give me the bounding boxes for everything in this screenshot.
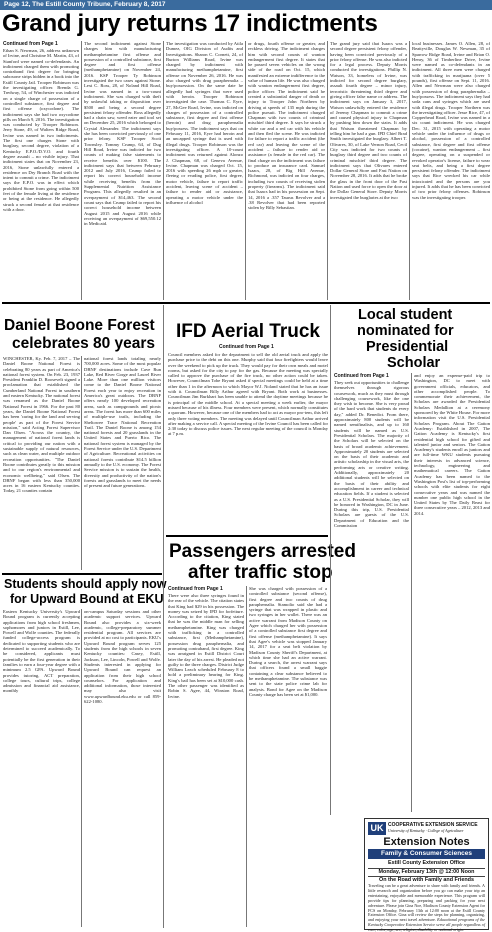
boone-col1: WINCHESTER, Ky. Feb. 7, 2017 – The Daniel Boone National Forest is celebrating 80 years as part of America's national forest system. On Feb. 23, 1937 President Franklin D. Roosevelt signed a proclamation that established the Cumberland National Forest in southern and eastern Kentucky. The national forest was renamed as the Daniel Boone National Forest in 1966. For the past 80 years, the Daniel Boone National Forest has been 'caring for the land and serving people' as part of the Forest Service mission," said Acting Forest Supervisor Dan Olsen. "Across the country, the management of national forest lands is critical to providing our nation with a sustainable supply of natural resources, such as clean water, and multiple outdoor recreation opportunities. "The Daniel Boone contributes greatly to this mission and to our region's environmental and economic wellbeing," said Olsen. The DBNF began with less than 350,000 acres in 16 eastern Kentucky counties. Today, 21 counties contain: [3, 356, 80, 494]
column-divider: [163, 305, 164, 928]
upward-col1: Eastern Kentucky University's Upward Bound program is currently accepting applications from high school freshmen, sophomores and juniors in Estill, Lee, Powell and Wolfe counties. The federally funded college-access program is dedicated to supporting students who are determined to succeed academically. To be considered, applicants must potentially be the first generation in their families to earn a four-year degree with a minimum 2.5 GPA. Upward Bound provides tutoring, ACT preparation, college tours, cultural trips, college admission and financial aid assistance, monthly: [3, 609, 80, 694]
extension-program: On the Road with Family and Friends: [379, 877, 474, 883]
scholar-headline-line3: Presidential: [366, 339, 449, 355]
extension-date: Monday, February 13th @ 12:00 Noon: [368, 868, 485, 877]
section-rule: [2, 573, 162, 575]
section-rule: [166, 535, 328, 537]
column-divider: [245, 41, 246, 300]
uk-logo: UK: [368, 822, 386, 835]
page-header: Page 12, The Estill County Tribune, February 8, 2017: [0, 0, 492, 10]
scholar-headline-line4: Scholar: [387, 355, 441, 371]
passengers-col2: She was charged with possession of a controlled substance (second offense), first degree and two counts of drug paraphernalia. Stamolio said she had a syringe that was wrapped in plastic and two syringes in her wallet. There was an active warrant from Madison County on Agee which charged her with possession of a controlled substance first degree and first offense (methamphetamine). It says that Agee's vehicle was stopped January 14, 2017 for a seat belt violation by Madison County Sheriff's Department, at which time she had an active warrant. During a search, the arrest warrant says that officers found a small baggie containing a clear substance believed to be methamphetamine. The substance was sent to the state police crime lab for analysis. Bond for Agee on the Madison County charge has been set at $1,000.: [249, 586, 327, 697]
extension-college: University of Kentucky · College of Agriculture: [388, 828, 464, 833]
scholar-continued: Continued from Page 1: [334, 373, 389, 379]
column-divider: [163, 41, 164, 300]
extension-body-text: Traveling can be a great adventure to share with family and friends. A little research and organization before you go can make your trip an entertaining, enjoyable and memorable experience. This program will provide tips for planning, preparing and packing for your next adventure. Please join Gina Noe, Madison County Extension Agent for FCS on Monday, February 13th at 12:00 noon at the Estill County Extension Office. Gina will review the steps for planning, organizing, and enjoying your next travel adventure.: [368, 883, 485, 923]
boone-headline-line2: celebrates 80 years: [12, 335, 156, 352]
indictments-col6: local businesses. James O. Allen, 28, of Beattyville, Douglas W. Newman, 35 of Sparrow Ridge Road, Irvine and Brian O. Henry, 36 of Timberline Drive, Irvine were named as co-defendants in an indictment. All three men were charged with trafficking in marijuana (over 5 pounds), first offense on Sept. 11, 2016. Allen and Newman were also charged with possession of drug paraphernalia – buy/possess. The indictment says they had soda cans and syringes which are used with illegal drugs. Trooper Northern was the investigating officer. Jesse Rice, 47, of Copperhead Road, Irvine was named in a six count indictment. He was charged Dec. 31, 2015 with operating a motor vehicle under the influence of drugs or alcohol, possession of a controlled substance, first degree and first offense (cocaine), wanton endangerment – first degree, operating on a suspended or revoked operator's license, failure to wear seat belts, and being a first degree persistent felony offender. The indictment says that Rice wrecked his car while intoxicated and the persons are you injured. It adds that he has been convicted of two prior felony offenses. Robinson was the investigating trooper.: [412, 41, 490, 200]
column-divider: [246, 586, 247, 927]
ifd-headline: IFD Aerial Truck: [176, 321, 320, 342]
indictments-col3: The investigation was conducted by Atila Dumez, OIG Division of Audits and Investigations. Sharon C. Cornett, 24, of Burton Williams Road, Irvine was charged by indictment with manufacturing methamphetamine, first offense on November 26, 2016. He was also charged with drug paraphernalia – buy/possession. On the same date he allegedly had syringes that were used with heroin. Trooper Robinson investigated the case. Thomas C. Eyre, 27, McGee Road, Irvine, was indicted on charges of possession of a controlled substance, first degree and first offense (heroin) and drug paraphernalia buy/possess. The indictment says that on February 11, 2016, Eyre had heroin and an uncapped syringe that is used with illegal drugs. Trooper Robinson was the investigating officer. A 10-count indictment was returned against Alonzo J. Chapman, 68, of Geneva Avenue, Irvine. Chapman was charged Oct. 15, 2016 with speeding 26 mph or greater, fleeing or evading police, first degree, motor vehicle, failure to report traffic accident, leaving scene of accident – failure to render aid or assistance, operating a motor vehicle under the influence of alcohol: [166, 41, 243, 205]
upward-headline-line1: Students should apply now: [4, 577, 167, 591]
extension-notes-ad: [364, 818, 489, 930]
indictments-col4: or drugs, fourth offense or greater, and reckless driving. The indictment charges him with second counts of wanton endangerment first degree. It states that he passed seven vehicles on the wrong side of the road on Oct. 15, which manifested an extreme indifference to the value of human life. He was also charged with wanton endangerment first degree, police officer. The indictment said he created a substantial danger of death or injury to Trooper John Northern by driving at speeds of 135 mph during the police pursuit. The indictment charged Chapman with two counts of criminal mischief third degree. It says he struck a white car and a red car with his vehicle and then fled the scene. He was indicted for failure to report a traffic accident (the red car) and leaving the scene of the accident – failure to render aid or assistance (a female in the red car). The final charge on the indictment was failure to produce an insurance card. Samuel Isaacs, 28, of Big Hill Avenue, Richmond, was indicted on four charges, including two counts of receiving stolen property (firearms). The indictment said that Isaacs had in his possession on Sept. 14, 2016 a .357 Taurus Revolver and a .38 Revolver that had been reported stolen by Billy Sebastian.: [248, 41, 325, 211]
column-divider: [81, 356, 82, 570]
ifd-body: Council members asked for the department to sell the old aerial truck and apply the purchase price to the debt on this one. Murphy said that four firefighters would leave over the weekend to pick up the truck. They would pay for their own meals and motel rooms, but asked for the city to pay for the gas. Because the meeting was specially called to approve the purchase of the fire truck, no other action could be taken. However, Councilman Tobe Bryant asked if special meetings could be held at a time other than 1 in the afternoon to which Mayor W.J. Noland stated that he has an issue with it. Councilman Billy Arthur agreed with Bryant. Both work at businesses. Councilman Jim Burkhart has been unable to attend the daytime meetings because he is principal of the middle school. At a special meeting a week earlier, the mayor missed because of his illness. Four members were present, which normally constitutes a quorum. However, because one of the members had to act as mayor pro-tem, this left only three voting members. The meeting was delayed until Councilman Arthur arrived after making a service call. A special meeting of the Irvine Council has been called for 2:30 today to discuss police issues. The next regular meeting of the council is Monday at 7 p.m.: [168, 352, 328, 437]
scholar-col2: and enjoy an expense-paid trip to Washington, DC to meet with government officials, educators, and other accomplished people. To commemorate their achievement, the Scholars are awarded the Presidential Scholars Medallion at a ceremony sponsored by the White House. For more information visit the U.S. Presidential Scholars Program. About The Gatton Academy: Established in 2007, The Gatton Academy is Kentucky's first residential high school for gifted and talented junior and seniors. The Gatton Academy's students enroll as juniors and are full-time WKU students pursuing their interests in advanced science, technology, engineering and mathematical careers. The Gatton Academy has been named to the Washington Post's list of top-performing schools with elite students for eight consecutive years and was named the number one public high school in the United States by The Daily Beast for three consecutive years – 2012, 2013 and 2014.: [414, 373, 490, 516]
extension-body: [368, 884, 485, 932]
extension-band: Family & Consumer Sciences: [368, 849, 485, 859]
boone-headline-line1: Daniel Boone Forest: [4, 317, 155, 334]
extension-title: Extension Notes: [383, 836, 470, 848]
column-divider: [327, 41, 328, 300]
scholar-headline-line2: nominated for: [357, 323, 454, 339]
scholar-headline-line1: Local student: [358, 307, 453, 323]
column-divider: [330, 305, 331, 815]
boone-col2: national forest lands totaling nearly 700,000 acres. Some of the most popular DBNF destinations include Cave Run Lake, Red River Gorge and Laurel River Lake. More than one million visitors come to the Daniel Boone National Forest each year to enjoy recreation in America's great outdoors. The DBNF offers nearly 100 developed recreation areas, such as campgrounds and picnic areas. The forest has more than 600 miles of multiple-use trails, including the Sheltowee Trace National Recreation Trail. The Daniel Boone is among 154 national forests and 20 grasslands in the United States and Puerto Rico. The national forest system is managed by the Forest Service under the U.S. Department of Agriculture. Recreational activities on national forests contribute $14.5 billion annually to the U.S. economy. The Forest Service mission is to sustain the health, diversity and productivity of the nation's forests and grasslands to meet the needs of present and future generations.: [84, 356, 161, 489]
passengers-headline-line1: Passengers arrested: [169, 541, 356, 562]
section-rule: [2, 302, 490, 304]
indictments-col5: The grand jury said that Isaacs was a second degree persistent felony offender, having been convicted previously of a prior felony offense. He was also indicted for a legal process. Deputy Morris conducted the investigations. Phillip N. Watson, 33, homeless of Irvine, was indicted for second degree burglary, assault fourth degree – minor injury, terroristic threatening third degree and giving officer false name or address. The indictment says on January 3, 2017, Watson unlawfully entered the residence of Jeremy Chapman to commit a crime and caused physical injury to Chapman by pushing him down the stairs. It adds that Watson threatened Chapman by telling him he had a gun. IPD Chief Brad Smith investigated the burglary. Albert T. Olivares, 30, of Lake Vernon Road, Cecil City was indicted for two counts of burglary third degree and two counts of criminal mischief third degree. The indictment says that Olivares entered Dollar General Store and Fast Nation on November 28, 2016. It adds that he broke the glass in the front door of the Fast Nation and used force to open the door at the Dollar General Store. Deputy Morris investigated the burglaries at the two: [330, 41, 407, 200]
ifd-continued: Continued from Page 1: [219, 344, 274, 350]
indictments-headline: Grand jury returns 17 indictments: [2, 10, 378, 37]
extension-coop-name: COOPERATIVE EXTENSION SERVICE: [388, 822, 478, 828]
upward-headline-line2: for Upward Bound at EKU: [10, 592, 164, 606]
passengers-continued: Continued from Page 1: [168, 586, 223, 592]
indictments-col1: Ethan S. Newman, 26, address unknown of Irvine, and Christine M. Martin, 43, of Stanford were named co-defendants. An indictment charged them with promoting contraband first degree for bringing suboxone strips hidden in a book into the Estill County Jail. Trooper Robinson was the investigating officer. Brenda G. Tredway, 54, of Winchester was indicted on a single charge of possession of a controlled substance, first degree and first offense (oxycodone). The indictment says she had two oxycodone pills on March 9, 2016. The investigation was conducted by Trooper Robinson. Jerry Stone, 49, of Walters Ridge Road, Irvine was named in two indictments. The first one charges Stone with burglary, second degree, violation of a Kentucky E.P.O./D.V.O. and fourth degree assault – no visible injury. That indictment states that on November 23, 2016, Stone unlawfully entered a residence on Dry Branch Road with the intent to commit a crime. The indictment says the E.P.O. was in effect which prohibited Stone from going within 500 feet of the female living at the residence or being at the residence. He allegedly struck a second female at that residence with a door.: [3, 48, 79, 212]
column-divider: [81, 609, 82, 927]
indictments-continued: Continued from Page 1: [3, 41, 58, 47]
passengers-headline-line2: after traffic stop: [188, 562, 333, 583]
column-divider: [409, 41, 410, 300]
passengers-col1: There were also three syringes found in the rear of the vehicle. The citation states that King had $29 in his possession. The money was seized by IPD for forfeiture. According to the citation, King stated that he was the middle man for selling methamphetamine. King was charged with trafficking in a controlled substance, first (Methamphetamine), possession drug paraphernalia, and promoting contraband, first degree. King was arraigned in Estill District Court later the day of his arrest. He pleaded not guilty to the three charges. District Judge William Leach scheduled February 8 to hold a preliminary hearing for King. King's bail has been set at $10,000 cash. The other passenger was identified as Robin S. Agee, 44, Winston Road, Irvine.: [168, 593, 244, 699]
indictments-col2: The second indictment against Stone charges him with manufacturing methamphetamine first offense and possession of a controlled substance, first degree and first offense (methamphetamine) on November 24, 2016. KSP Trooper Ty Robinson investigated the two cases against Stone. Lexi C. Ross, 28, of Noland Hill Road, Irvine was named in a two-count indictment. She was charged with theft by unlawful taking or disposition over $500 and being a second degree persistent felony offender. Ross allegedly had a chain saw, weed eater and tool set on December 25, 2016 which belonged to Crystal Alexander. The indictment says she has been convicted previously of one prior felony. KSP Trooper Scott Townsley. Tommy Crump, 64, of Dug Hill Road, Irvine was indicted for two counts of making false statements to receive benefits over $100. The indictment says that between February 2012 and July 2016, Crump failed to report his correct household income while receiving benefits from the Supplemental Nutrition Assistance Program. This allegedly resulted in an overpayment of $14,463. The second count says that Crump failed to report his correct household income between August 2015 and August 2016 while receiving an overpayment of $69,550.12 in Medicaid.: [84, 41, 161, 227]
column-divider: [411, 373, 412, 812]
scholar-col1: They seek out opportunities to challenge themselves through rigorous coursework, much as they must through challenging coursework, like the one they wish to become. She is very proud of the hard work that students do every day," added Dr. Benedict. From there, approximately 800 students will be named semifinalists, and up to 160 students will be named as U.S. Presidential Scholars. The majority of the Scholars will be selected on the basis of broad academic achievement. Approximately 20 students are selected on the basis of their academic and artistic scholarship in the visual arts, the performing arts or creative writing. Additionally, approximately 20 additional students will be selected on the basis of their ability and accomplishment in career and technical education fields. If a student is selected as a U.S. Presidential Scholar, they will be honored in Washington, DC in June. During this trip, U.S. Presidential Scholars are guests of the U.S. Department of Education and the Commission: [334, 380, 409, 529]
upward-col2: on-campus Saturday sessions and other academic support services. Upward Bound also provides a six-week academic, college-preparatory summer residential program. All services are provided at no cost to participants. EKU's Upward Bound program serves 125 students from the high schools in seven Kentucky counties: Casey, Estill, Jackson, Lee, Lincoln, Powell and Wolfe. Students interested in applying for Upward Bound can request an application from their high school counselors. For application and additional information, those interested may also visit www.upwardbound.eku.edu or call 859-622-1080.: [84, 609, 161, 705]
extension-office: Estill County Extension Office: [388, 860, 465, 866]
extension-eeo: Educational programs of the Kentucky Cooperative Extension Service serve all people regardless of race, color, age, sex, religion, disability or national origin.: [368, 917, 485, 932]
column-divider: [81, 41, 82, 300]
